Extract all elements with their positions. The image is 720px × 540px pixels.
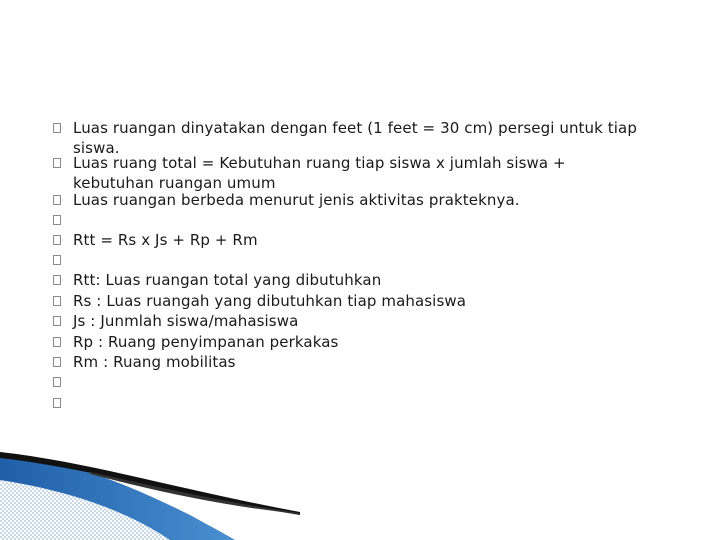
list-item — [0, 230, 720, 252]
list-item — [0, 250, 720, 272]
list-item — [0, 393, 720, 415]
bullet-text: Rs : Luas ruangah yang dibutuhkan tiap mahasiswa — [73, 292, 467, 310]
bullet-icon — [53, 255, 61, 265]
bullet-icon — [53, 296, 61, 306]
list-item — [0, 291, 720, 313]
bullet-text: Luas ruang total = Kebutuhan ruang tiap siswa x jumlah siswa + kebutuhan ruangan umum — [73, 154, 566, 192]
list-item — [0, 372, 720, 394]
bullet-text: Luas ruangan berbeda menurut jenis aktivitas prakteknya. — [73, 191, 520, 209]
list-item — [0, 311, 720, 333]
bullet-text: Js : Junmlah siswa/mahasiswa — [73, 312, 299, 330]
bullet-text: Luas ruangan dinyatakan dengan feet (1 feet = 30 cm) persegi untuk tiap siswa. — [73, 119, 637, 157]
list-item — [0, 352, 720, 374]
list-item — [0, 332, 720, 354]
bullet-icon — [53, 377, 61, 387]
bullet-icon — [53, 357, 61, 367]
list-item — [0, 210, 720, 232]
bullet-icon — [53, 275, 61, 285]
list-item — [0, 118, 720, 157]
bullet-icon — [53, 123, 61, 133]
bullet-icon — [53, 398, 61, 408]
bullet-icon — [53, 235, 61, 245]
bullet-icon — [53, 337, 61, 347]
bullet-text: Rp : Ruang penyimpanan perkakas — [73, 333, 339, 351]
bullet-icon — [53, 195, 61, 205]
list-item — [0, 270, 720, 292]
list-item — [0, 153, 720, 192]
bullet-icon — [53, 215, 61, 225]
bullet-text: Rtt = Rs x Js + Rp + Rm — [73, 231, 258, 249]
bullet-text: Rtt: Luas ruangan total yang dibutuhkan — [73, 271, 382, 289]
bullet-icon — [53, 158, 61, 168]
list-item — [0, 190, 720, 212]
bullet-text: Rm : Ruang mobilitas — [73, 353, 236, 371]
bullet-icon — [53, 316, 61, 326]
